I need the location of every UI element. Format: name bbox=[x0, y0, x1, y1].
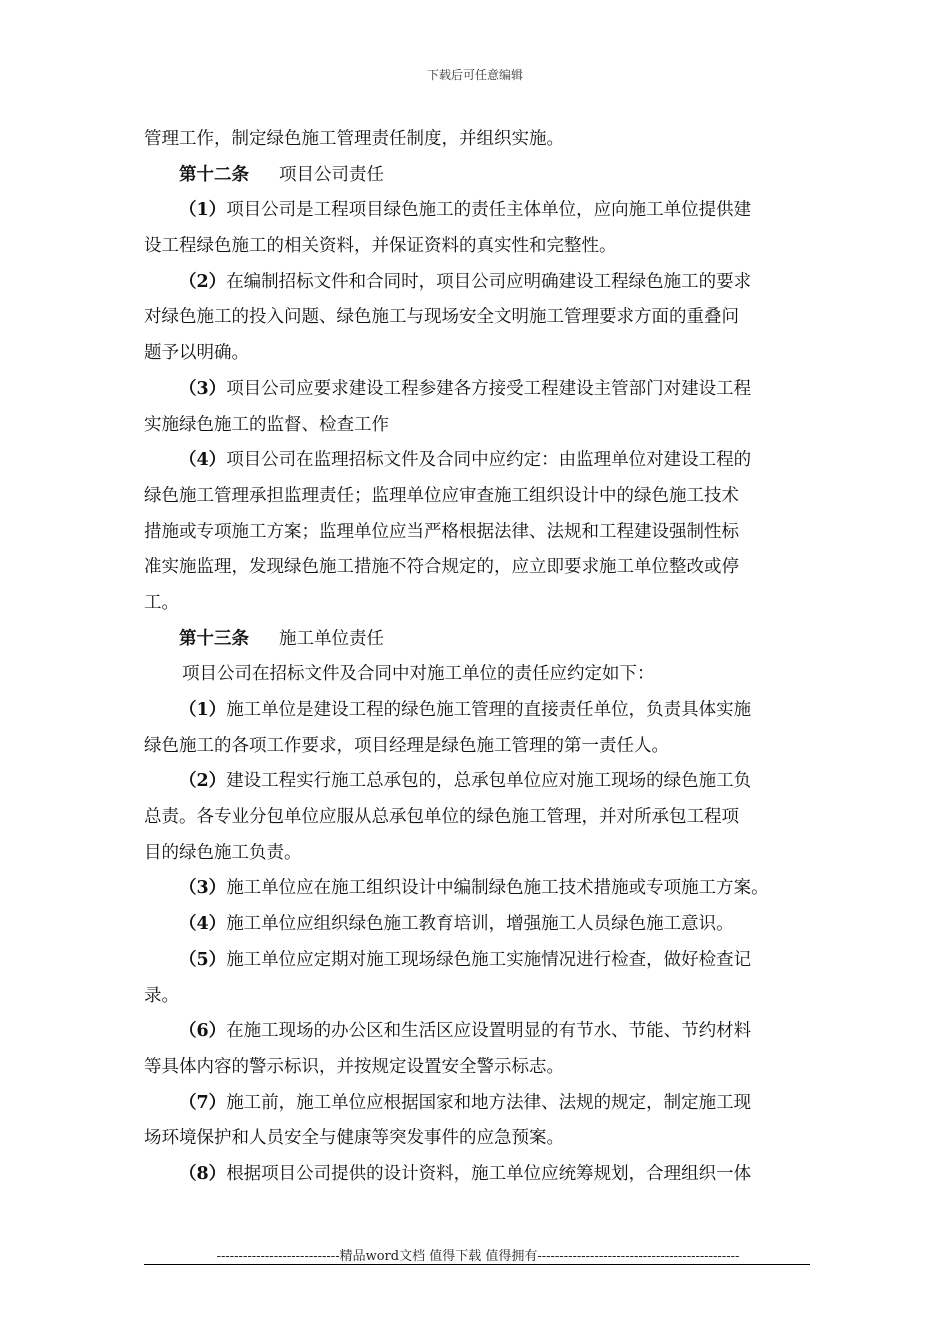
clause-number: （7） bbox=[179, 1092, 227, 1113]
clause-line bbox=[144, 907, 812, 943]
body-text-line: 设工程绿色施工的相关资料，并保证资料的真实性和完整性。 bbox=[144, 236, 617, 257]
body-text-line: 绿色施工管理承担监理责任；监理单位应审查施工组织设计中的绿色施工技术 bbox=[144, 485, 739, 506]
clause-line bbox=[144, 943, 812, 979]
clause-text: 项目公司在监理招标文件及合同中应约定：由监理单位对建设工程的 bbox=[226, 450, 752, 471]
article-number: 第十二条 bbox=[179, 164, 249, 185]
clause-line bbox=[144, 193, 812, 229]
body-text-line: 实施绿色施工的监督、检查工作 bbox=[144, 414, 389, 435]
clause-text: 在施工现场的办公区和生活区应设置明显的有节水、节能、节约材料 bbox=[226, 1021, 752, 1042]
body-text-line: 工。 bbox=[144, 592, 179, 613]
clause-text: 根据项目公司提供的设计资料，施工单位应统筹规划，合理组织一体 bbox=[226, 1163, 752, 1184]
page-footer: ----------------------------精品word文档 值得下载 值得拥有---------------------------------------------- bbox=[216, 1249, 740, 1264]
clause-text: 施工单位应在施工组织设计中编制绿色施工技术措施或专项施工方案。 bbox=[226, 878, 769, 899]
clause-text: 项目公司应要求建设工程参建各方接受工程建设主管部门对建设工程 bbox=[226, 378, 752, 399]
body-text-line: 管理工作，制定绿色施工管理责任制度，并组织实施。 bbox=[144, 129, 564, 149]
clause-number: （4） bbox=[179, 914, 227, 935]
body-text-line: 目的绿色施工负责。 bbox=[144, 842, 302, 863]
clause-text: 项目公司是工程项目绿色施工的责任主体单位，应向施工单位提供建 bbox=[226, 200, 752, 221]
clause-number: （5） bbox=[179, 949, 227, 970]
body-text-line: 录。 bbox=[144, 985, 179, 1006]
clause-text: 施工前，施工单位应根据国家和地方法律、法规的规定，制定施工现 bbox=[226, 1092, 752, 1113]
clause-number: （2） bbox=[179, 271, 227, 292]
clause-line bbox=[144, 693, 812, 729]
clause-number: （4） bbox=[179, 450, 227, 471]
clause-line bbox=[144, 1014, 812, 1050]
clause-line bbox=[144, 871, 812, 907]
body-text-line: 题予以明确。 bbox=[144, 343, 249, 364]
clause-line bbox=[144, 1086, 812, 1122]
article-title: 项目公司责任 bbox=[279, 164, 384, 185]
article-heading bbox=[144, 622, 812, 658]
clause-line bbox=[144, 764, 812, 800]
clause-line bbox=[144, 372, 812, 408]
clause-text: 施工单位应组织绿色施工教育培训，增强施工人员绿色施工意识。 bbox=[226, 914, 734, 935]
clause-text: 在编制招标文件和合同时，项目公司应明确建设工程绿色施工的要求 bbox=[226, 271, 752, 292]
clause-line bbox=[144, 443, 812, 479]
clause-text: 建设工程实行施工总承包的，总承包单位应对施工现场的绿色施工负 bbox=[226, 771, 752, 792]
clause-number: （1） bbox=[179, 200, 227, 221]
clause-number: （6） bbox=[179, 1021, 227, 1042]
clause-number: （1） bbox=[179, 700, 227, 720]
clause-line bbox=[144, 1157, 812, 1193]
body-text-line: 绿色施工的各项工作要求，项目经理是绿色施工管理的第一责任人。 bbox=[144, 735, 669, 756]
clause-text: 施工单位应定期对施工现场绿色施工实施情况进行检查，做好检查记 bbox=[226, 949, 752, 970]
clause-number: （2） bbox=[179, 771, 227, 792]
clause-number: （8） bbox=[179, 1163, 227, 1184]
article-number: 第十三条 bbox=[179, 628, 249, 649]
body-text-line: 措施或专项施工方案；监理单位应当严格根据法律、法规和工程建设强制性标 bbox=[144, 521, 739, 542]
body-text-line: 场环境保护和人员安全与健康等突发事件的应急预案。 bbox=[144, 1128, 564, 1149]
clause-line bbox=[144, 265, 812, 301]
article-title: 施工单位责任 bbox=[279, 628, 384, 649]
body-text-line: 项目公司在招标文件及合同中对施工单位的责任应约定如下： bbox=[182, 664, 655, 685]
body-text-line: 准实施监理，发现绿色施工措施不符合规定的，应立即要求施工单位整改或停 bbox=[144, 557, 739, 578]
body-text-line: 对绿色施工的投入问题、绿色施工与现场安全文明施工管理要求方面的重叠问 bbox=[144, 307, 739, 328]
article-heading bbox=[144, 158, 812, 194]
body-text-line: 等具体内容的警示标识，并按规定设置安全警示标志。 bbox=[144, 1056, 564, 1077]
footer-rule bbox=[144, 1264, 810, 1265]
clause-text: 施工单位是建设工程的绿色施工管理的直接责任单位，负责具体实施 bbox=[226, 700, 752, 720]
document-body bbox=[144, 122, 812, 1193]
clause-number: （3） bbox=[179, 878, 227, 899]
body-text-line: 总责。各专业分包单位应服从总承包单位的绿色施工管理，并对所承包工程项 bbox=[144, 807, 739, 828]
page-header: 下载后可任意编辑 bbox=[426, 68, 523, 82]
clause-number: （3） bbox=[179, 378, 227, 399]
